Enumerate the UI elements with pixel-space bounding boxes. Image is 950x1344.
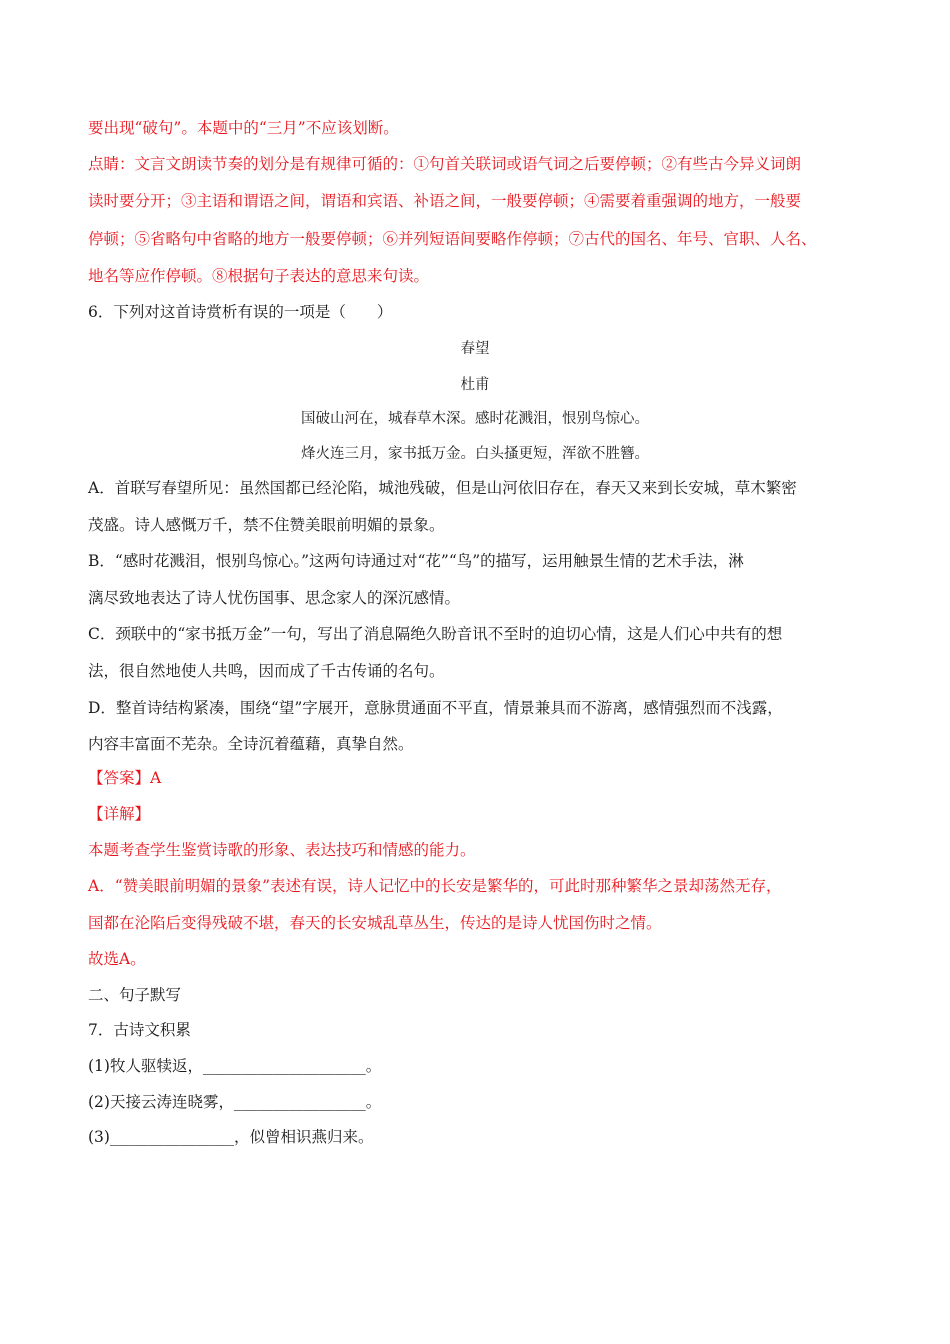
poem-line-1: 国破山河在，城春草木深。感时花溅泪，恨别鸟惊心。	[301, 411, 649, 427]
detail-intro: 本题考查学生鉴赏诗歌的形象、表达技巧和情感的能力。	[88, 841, 476, 859]
poem-line-2: 烽火连三月，家书抵万金。白头搔更短，浑欲不胜簪。	[301, 446, 649, 462]
option-d-line-1: D．整首诗结构紧凑，围绕“望”字展开，意脉贯通面不平直，情景兼具而不游离，感情强烈而不浅露，	[88, 699, 783, 717]
detail-a-line-2: 国都在沦陷后变得残破不堪，春天的长安城乱草丛生，传达的是诗人忧国伤时之情。	[88, 914, 662, 932]
option-b-line-1: B．“感时花溅泪，恨别鸟惊心。”这两句诗通过对“花”“鸟”的描写，运用触景生情的艺术手法，淋	[88, 552, 744, 570]
option-c-line-1: C．颈联中的“家书抵万金”一句，写出了消息隔绝久盼音讯不至时的迫切心情，这是人们心中共有的想	[88, 625, 783, 643]
answer-label: 【答案】A	[88, 769, 162, 787]
option-d-line-2: 内容丰富面不芜杂。全诗沉着蕴藉，真挚自然。	[88, 735, 414, 753]
option-a-line-1: A．首联写春望所见：虽然国都已经沦陷，城池残破，但是山河依旧存在，春天又来到长安城，草木繁密	[88, 479, 797, 497]
detail-label: 【详解】	[88, 805, 151, 823]
question-7-stem: 7．古诗文积累	[88, 1021, 191, 1039]
question-7-item-2: (2)天接云涛连晓雾，_________________。	[88, 1093, 382, 1111]
tip-line-4: 地名等应作停顿。⑧根据句子表达的意思来句读。	[88, 267, 430, 285]
previous-explanation: 要出现“破句”。本题中的“三月”不应该划断。	[88, 119, 399, 137]
question-6-stem: 6．下列对这首诗赏析有误的一项是（ ）	[88, 303, 393, 321]
option-a-line-2: 茂盛。诗人感慨万千，禁不住赞美眼前明媚的景象。	[88, 516, 445, 534]
option-b-line-2: 漓尽致地表达了诗人忧伤国事、思念家人的深沉感情。	[88, 589, 461, 607]
detail-a-line-1: A．“赞美眼前明媚的景象”表述有误，诗人记忆中的长安是繁华的，可此时那种繁华之景却荡然无存，	[88, 877, 782, 895]
question-7-item-1: (1)牧人驱犊返，_____________________。	[88, 1057, 382, 1075]
tip-line-3: 停顿；⑤省略句中省略的地方一般要停顿；⑥并列短语间要略作停顿；⑦古代的国名、年号、官职、人名、	[88, 230, 817, 248]
conclusion: 故选A。	[88, 950, 146, 968]
poem-title: 春望	[460, 341, 490, 357]
tip-line-1: 点睛：文言文朗读节奏的划分是有规律可循的：①句首关联词或语气词之后要停顿；②有些古今异义词朗	[88, 155, 802, 173]
section-heading: 二、句子默写	[88, 986, 182, 1004]
option-c-line-2: 法，很自然地使人共鸣，因而成了千古传诵的名句。	[88, 662, 445, 680]
tip-line-2: 读时要分开；③主语和谓语之间，谓语和宾语、补语之间，一般要停顿；④需要着重强调的地方，一般要	[88, 192, 802, 210]
poem-author: 杜甫	[460, 377, 490, 393]
question-7-item-3: (3)________________，似曾相识燕归来。	[88, 1128, 374, 1146]
